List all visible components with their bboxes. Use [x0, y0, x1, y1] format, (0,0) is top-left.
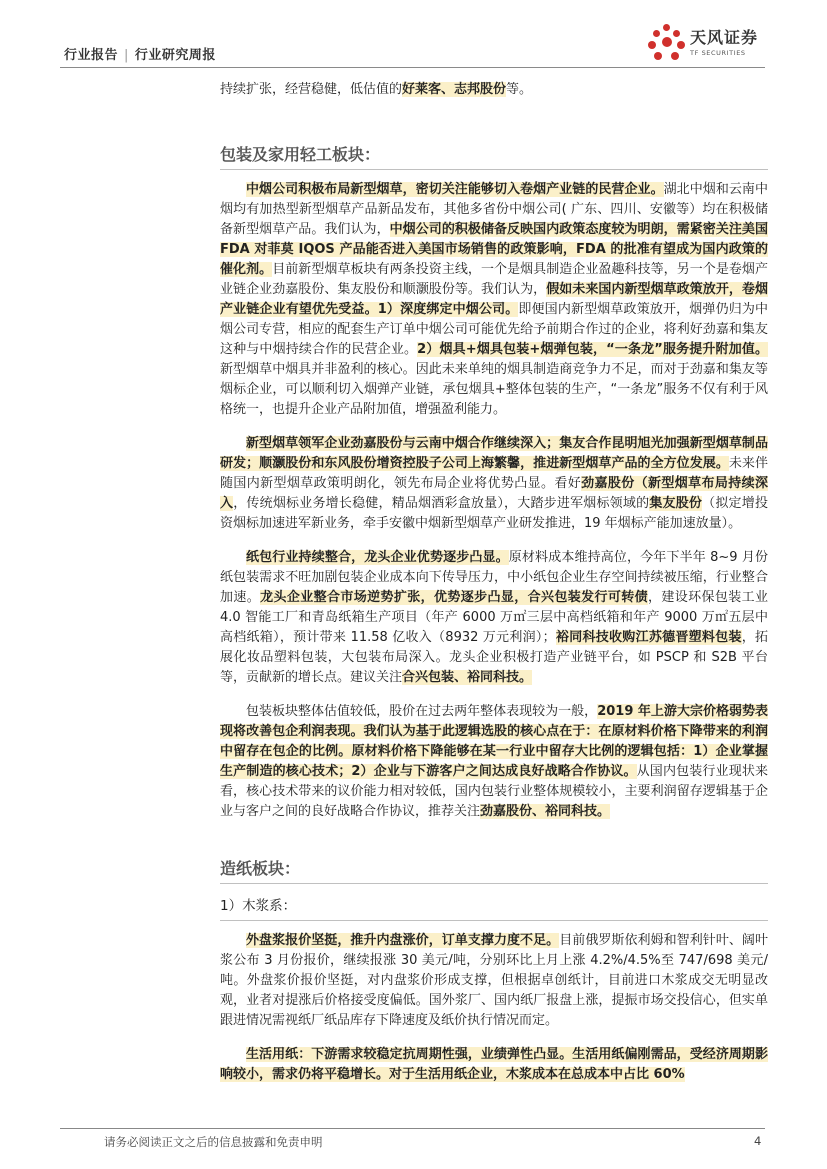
p1-lead: 中烟公司积极布局新型烟草，密切关注能够切入卷烟产业链的民营企业。: [246, 182, 664, 197]
main-content: [220, 80, 768, 1085]
paragraph-paper-packaging: [220, 548, 768, 688]
p1-text-3: 即便国内新型烟草政策放开，烟弹仍归为中烟公司专营，相应的配套生产订单中烟公司可能优先给予前期合作过的企业，将利好劲嘉和集友这种与中烟持续合作的民营企业。: [220, 302, 768, 357]
logo-subtitle: TF SECURITIES: [690, 49, 746, 57]
p4-highlight: 2019 年上游大宗价格弱势表现将改善包企利润表现。我们认为基于此逻辑选股的核心点在于：在原材料价格下降带来的利润中留存在包企的比例。原材料价格下降能够在某一行业中留存大比例的逻辑包括：1）企业掌握生产制造的核心技术；2）企业与下游客户之间达成良好战略合作协议。: [220, 704, 768, 779]
subsection-wood-pulp: 1）木浆系：: [220, 898, 297, 914]
footer-rule: [60, 1128, 765, 1129]
p1-text-4: 新型烟草中烟具并非盈利的核心。因此未来单纯的烟具制造商竞争力不足，而对于劲嘉和集友等烟标企业，可以顺利切入烟弹产业链，承包烟具+整体包装的生产，“一条龙”服务不仅有利于风格统一，也提升企业产品附加值，增强盈利能力。: [220, 362, 768, 417]
section-title-packaging: 包装及家用轻工板块：: [220, 145, 381, 164]
p5-text: 目前俄罗斯依利姆和智利针叶、阔叶浆公布 3 月份报价，继续报涨 30 美元/吨，分别环比上月上涨 4.2%/4.5%至 747/698 美元/吨。外盘浆价报价坚挺，对内盘浆价形成支撑，但根据卓创纸计，目前进口木浆成交无明显改观，业者对提涨后价格接受度偏低。国外浆厂、国内纸厂报盘上涨，提振市场交投信心，但实单跟进情况需视纸厂纸品库存下降速度及纸价执行情况而定。: [220, 933, 768, 1028]
paragraph-valuation: [220, 702, 768, 822]
header-type: 行业研究周报: [134, 48, 216, 63]
paragraph-new-tobacco: [220, 180, 768, 420]
page-number: 4: [754, 1134, 762, 1148]
intro-tail: 等。: [506, 82, 533, 97]
p4-highlight-2: 劲嘉股份、裕同科技。: [480, 804, 611, 819]
p1-highlight: 中烟公司的积极储备反映国内政策态度较为明朗，需紧密关注美国 FDA 对菲莫 IQOS 产品能否进入美国市场销售的政策影响，FDA 的批准有望成为国内政策的催化剂。: [220, 222, 768, 277]
p3-highlight-2: 裕同科技收购江苏德晋塑料包装: [555, 630, 742, 645]
section-rule-2: [220, 883, 768, 884]
paragraph-tissue-paper: [220, 1045, 768, 1085]
p2-text-3: （拟定增投资烟标加速进军新业务，牵手安徽中烟新型烟草产业研发推进，19 年烟标产能加速放量）。: [220, 496, 768, 531]
subsection-rule: [220, 920, 768, 921]
paragraph-tobacco-leaders: [220, 434, 768, 534]
logo-name: 天风证券: [690, 28, 759, 47]
p3-lead: 纸包行业持续整合，龙头企业优势逐步凸显。: [246, 550, 509, 565]
p1-highlight-3: 2）烟具+烟具包装+烟弹包装，“一条龙”服务提升附加值。: [417, 342, 768, 357]
p1-text: 湖北中烟和云南中烟均有加热型新型烟草产品新品发布，其他多省份中烟公司( 广东、四川、安徽等）均在积极储备新型烟草产品。我们认为，: [220, 182, 768, 237]
report-header: [64, 44, 216, 63]
p1-text-2: 目前新型烟草板块有两条投资主线，一个是烟具制造企业盈趣科技等，另一个是卷烟产业链企业劲嘉股份、集友股份和顺灏股份等。我们认为，: [220, 262, 768, 297]
section-title-paper: 造纸板块：: [220, 859, 301, 878]
footer-disclaimer: 请务必阅读正文之后的信息披露和免责申明: [104, 1135, 323, 1149]
section-rule: [220, 169, 768, 170]
logo-dots-icon: [648, 24, 686, 62]
p2-highlight-2: 集友股份: [649, 496, 703, 511]
p3-highlight-3: 合兴包装、裕同科技。: [402, 670, 533, 685]
p5-lead: 外盘浆报价坚挺，推升内盘涨价，订单支撑力度不足。: [246, 933, 560, 948]
p4-text-2: 从国内包装行业现状来看，核心技术带来的议价能力相对较低，国内包装行业整体规模较小，主要利润留存逻辑基于企业与客户之间的良好战略合作协议，推荐关注: [220, 764, 768, 819]
p6-lead: 生活用纸：下游需求较稳定抗周期性强，业绩弹性凸显。生活用纸偏刚需品，受经济周期影响较小，需求仍将平稳增长。对于生活用纸企业，木浆成本在总成本中占比 60%: [220, 1047, 768, 1082]
p2-text-2: ，传统烟标业务增长稳健，精品烟酒彩盒放量），大踏步进军烟标领域的: [233, 496, 650, 511]
paragraph-pulp-price: [220, 931, 768, 1031]
company-logo: [648, 22, 768, 66]
header-rule: [60, 67, 765, 68]
header-category: 行业报告: [64, 48, 119, 63]
p3-text: 原材料成本维持高位，今年下半年 8~9 月份纸包装需求不旺加剧包装企业成本向下传导压力，中小纸包企业生存空间持续被压缩，行业整合加速。: [220, 550, 768, 605]
intro-text: 持续扩张，经营稳健，低估值的: [220, 82, 403, 97]
p3-highlight: 龙头企业整合市场逆势扩张，优势逐步凸显，合兴包装发行可转债: [260, 590, 648, 605]
p1-highlight-2: 假如未来国内新型烟草政策放开，卷烟产业链企业有望优先受益。1）深度绑定中烟公司。: [220, 282, 768, 317]
p3-text-2: ，建设环保包装工业 4.0 智能工厂和青岛纸箱生产项目（年产 6000 万㎡三层中高档纸箱和年产 9000 万㎡五层中高档纸箱），预计带来 11.58 亿收入（8932 万元利润）；: [220, 590, 768, 645]
intro-highlight: 好莱客、志邦股份: [402, 82, 507, 97]
p2-text: 未来伴随国内新型烟草政策明朗化，领先布局企业将优势凸显。看好: [220, 456, 768, 491]
header-separator: |: [124, 48, 129, 63]
p4-text: 包装板块整体估值较低，股价在过去两年整体表现较为一般，: [246, 704, 598, 719]
p2-lead: 新型烟草领军企业劲嘉股份与云南中烟合作继续深入；集友合作昆明旭光加强新型烟草制品研发；顺灏股份和东风股份增资控股子公司上海繁馨，推进新型烟草产品的全方位发展。: [220, 436, 768, 471]
p3-text-3: ，拓展化妆品塑料包装，大包装布局深入。龙头企业积极打造产业链平台，如 PSCP 和 S2B 平台等，贡献新的增长点。建议关注: [220, 630, 768, 685]
intro-paragraph: [220, 80, 768, 100]
p2-highlight: 劲嘉股份（新型烟草布局持续深入: [220, 476, 768, 511]
